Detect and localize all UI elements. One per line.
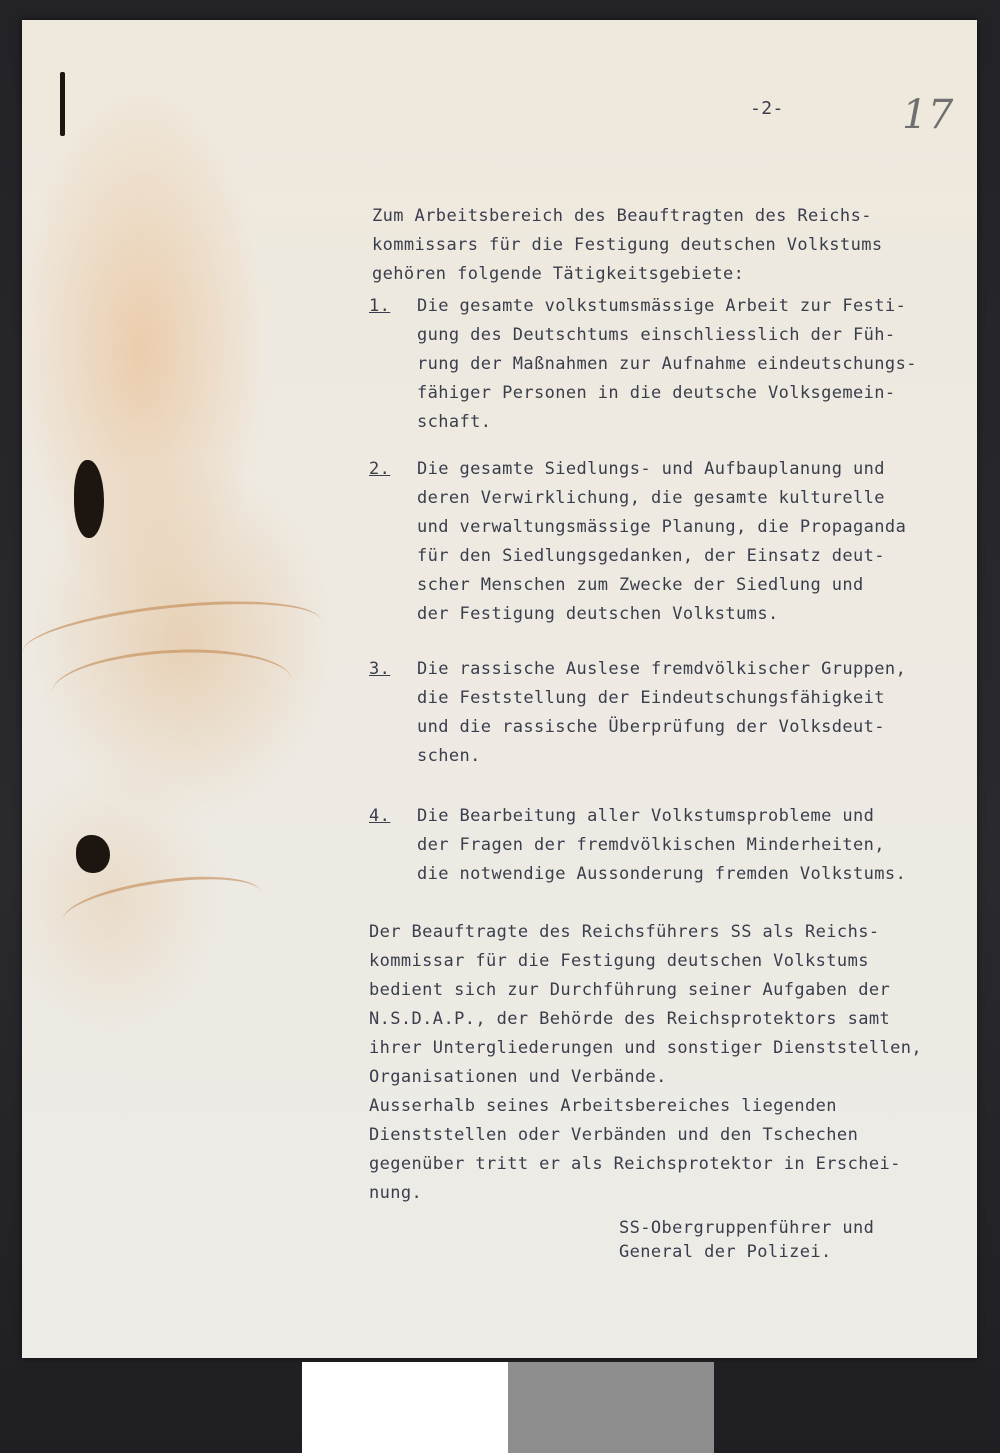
text-line: gegenüber tritt er als Reichsprotektor in Erschei- xyxy=(369,1154,901,1174)
text-line: kommissars für die Festigung deutschen Volkstums xyxy=(372,235,883,255)
text-line: die notwendige Aussonderung fremden Volkstums. xyxy=(417,864,907,884)
document-page xyxy=(22,20,977,1358)
text-line: die Feststellung der Eindeutschungsfähigkeit xyxy=(417,688,885,708)
text-line: gung des Deutschtums einschliesslich der Füh- xyxy=(417,325,896,345)
list-item-number: 1. xyxy=(369,296,391,316)
text-line: Die Bearbeitung aller Volkstumsprobleme und xyxy=(417,806,875,826)
text-line: Der Beauftragte des Reichsführers SS als Reichs- xyxy=(369,922,880,942)
handwritten-folio-number: 17 xyxy=(902,92,954,138)
page-number: -2- xyxy=(750,98,784,119)
text-line: Ausserhalb seines Arbeitsbereiches liegenden xyxy=(369,1096,837,1116)
list-item-text xyxy=(417,292,977,437)
list-item-text xyxy=(417,802,977,889)
text-line: nung. xyxy=(369,1183,423,1203)
text-line: und verwaltungsmässige Planung, die Propaganda xyxy=(417,517,907,537)
text-line: der Fragen der fremdvölkischen Minderheiten, xyxy=(417,835,885,855)
calibration-strip-white xyxy=(302,1362,508,1453)
text-line: der Festigung deutschen Volkstums. xyxy=(417,604,779,624)
signature-rank: SS-Obergruppenführer und xyxy=(619,1218,875,1238)
text-line: kommissar für die Festigung deutschen Volkstums xyxy=(369,951,869,971)
list-item-text xyxy=(417,455,977,629)
calibration-strip-gray xyxy=(508,1362,714,1453)
text-line: gehören folgende Tätigkeitsgebiete: xyxy=(372,264,745,284)
text-line: scher Menschen zum Zwecke der Siedlung und xyxy=(417,575,864,595)
text-line: Organisationen und Verbände. xyxy=(369,1067,667,1087)
text-line: deren Verwirklichung, die gesamte kulturelle xyxy=(417,488,885,508)
list-item-number: 2. xyxy=(369,459,391,479)
text-line: ihrer Untergliederungen und sonstiger Dienststellen, xyxy=(369,1038,923,1058)
text-line: Dienststellen oder Verbänden und den Tschechen xyxy=(369,1125,859,1145)
text-line: schaft. xyxy=(417,412,492,432)
text-line: Die gesamte volkstumsmässige Arbeit zur Festi- xyxy=(417,296,907,316)
text-line: schen. xyxy=(417,746,481,766)
text-line: Die rassische Auslese fremdvölkischer Gruppen, xyxy=(417,659,907,679)
intro-paragraph xyxy=(372,202,952,289)
text-line: Zum Arbeitsbereich des Beauftragten des Reichs- xyxy=(372,206,872,226)
text-line: rung der Maßnahmen zur Aufnahme eindeutschungs- xyxy=(417,354,917,374)
text-line: bedient sich zur Durchführung seiner Aufgaben der xyxy=(369,980,891,1000)
text-line: fähiger Personen in die deutsche Volksgemein- xyxy=(417,383,896,403)
signature-block xyxy=(619,1216,939,1264)
list-item-number: 3. xyxy=(369,659,391,679)
list-item-text xyxy=(417,655,977,771)
document-text xyxy=(22,20,977,1358)
text-line: Die gesamte Siedlungs- und Aufbauplanung und xyxy=(417,459,885,479)
text-line: für den Siedlungsgedanken, der Einsatz deut- xyxy=(417,546,885,566)
text-line: N.S.D.A.P., der Behörde des Reichsprotektors samt xyxy=(369,1009,891,1029)
text-line: und die rassische Überprüfung der Volksdeut- xyxy=(417,717,885,737)
signature-title: General der Polizei. xyxy=(619,1242,832,1262)
list-item-number: 4. xyxy=(369,806,391,826)
closing-paragraph xyxy=(369,918,969,1208)
